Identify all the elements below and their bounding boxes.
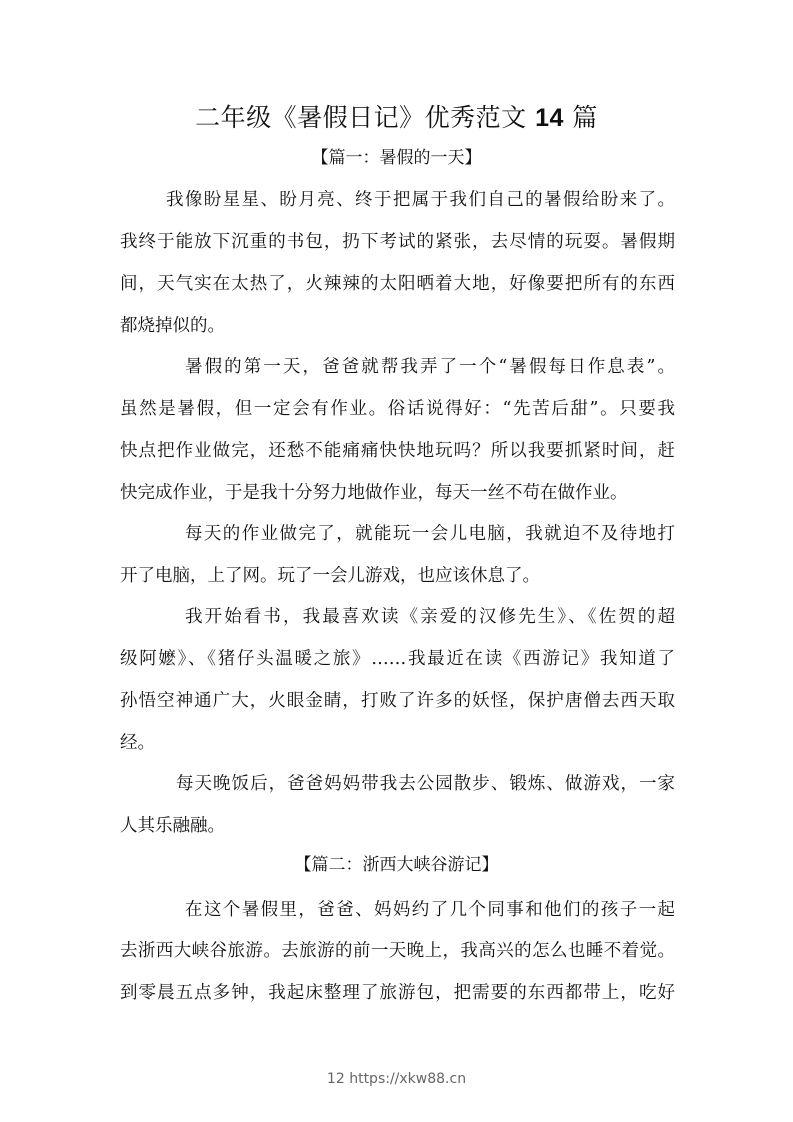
paragraph-line: 我开始看书，我最喜欢读《亲爱的汉修先生》、《佐贺的超 [185,607,675,627]
paragraph-line: 快点把作业做完，还愁不能痛痛快快地玩吗？所以我要抓紧时间，赶 [120,441,675,461]
paragraph-line: 每天晚饭后，爸爸妈妈带我去公园散步、锻炼、做游戏，一家 [176,774,675,794]
paragraph-line: 虽然是暑假，但一定会有作业。俗话说得好：“先苦后甜”。只要我 [120,399,675,419]
paragraph-line: 每天的作业做完了，就能玩一会儿电脑，我就迫不及待地打 [185,524,675,544]
paragraph-line: 间，天气实在太热了，火辣辣的太阳晒着大地，好像要把所有的东西 [120,274,675,294]
footer-site-link[interactable]: https://xkw88.cn [349,1071,467,1087]
page-number: 12 [326,1071,345,1087]
paragraph-line: 去浙西大峡谷旅游。去旅游的前一天晚上，我高兴的怎么也睡不着觉。 [120,941,675,961]
title-suffix: 篇 [572,103,598,132]
title-prefix: 二年级《暑假日记》优秀范文 [195,103,527,132]
paragraph-line: 我像盼星星、盼月亮、终于把属于我们自己的暑假给盼来了。 [166,190,675,210]
title-number: 14 [535,104,564,132]
paragraph-line: 暑假的第一天，爸爸就帮我弄了一个“暑假每日作息表”。 [185,357,675,377]
paragraph-line: 孙悟空神通广大，火眼金睛，打败了许多的妖怪，保护唐僧去西天取 [120,691,675,711]
section-heading: 【篇一：暑假的一天】 [311,148,482,168]
paragraph-line: 级阿嬷》、《猪仔头温暖之旅》……我最近在读《西游记》我知道了 [120,649,675,669]
paragraph-line: 快完成作业，于是我十分努力地做作业，每天一丝不苟在做作业。 [120,483,628,503]
paragraph-line: 在这个暑假里，爸爸、妈妈约了几个同事和他们的孩子一起 [185,900,675,920]
document-title [0,100,793,136]
paragraph-line: 我终于能放下沉重的书包，扔下考试的紧张，去尽情的玩耍。暑假期 [120,232,675,252]
paragraph-line: 都烧掉似的。 [120,316,225,336]
paragraph-line: 人其乐融融。 [120,816,225,836]
paragraph-line: 到零晨五点多钟，我起床整理了旅游包，把需要的东西都带上，吃好 [120,983,675,1003]
paragraph-line: 开了电脑，上了网。玩了一会儿游戏，也应该休息了。 [120,566,540,586]
section-heading: 【篇二：浙西大峡谷游记】 [294,855,499,875]
page-footer [0,1071,793,1087]
paragraph-line: 经。 [120,733,155,753]
